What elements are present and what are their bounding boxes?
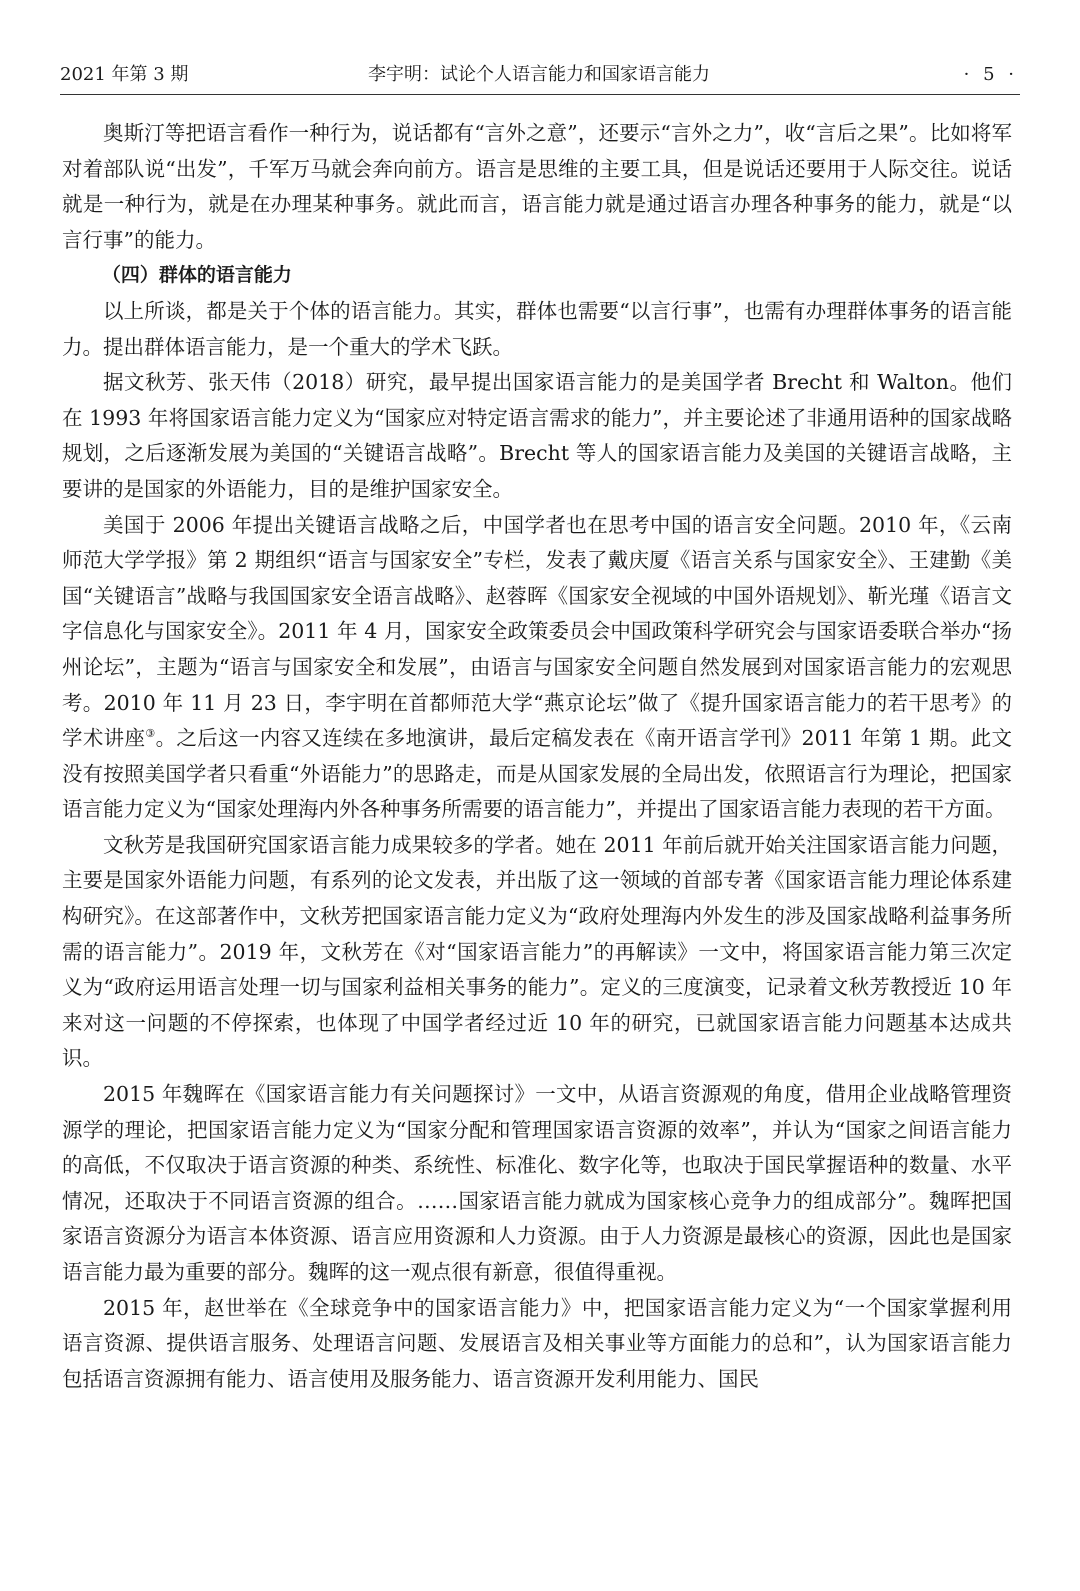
running-title: 李宇明：试论个人语言能力和国家语言能力 bbox=[368, 64, 710, 85]
paragraph-brecht-walton: 据文秋芳、张天伟（2018）研究，最早提出国家语言能力的是美国学者 Brecht 和 Walton。他们在 1993 年将国家语言能力定义为“国家应对特定语言需求的能力”，并主要论述了非通用语种的国家战略规划，之后逐渐发展为美国的“关键语言战略”。Brecht 等人的国家语言能力及美国的关键语言战略，主要讲的是国家的外语能力，目的是维护国家安全。 bbox=[62, 370, 1012, 501]
header-rule bbox=[60, 94, 1020, 95]
page-header bbox=[60, 58, 1018, 92]
paragraph-text: 美国于 2006 年提出关键语言战略之后，中国学者也在思考中国的语言安全问题。2010 年，《云南师范大学学报》第 2 期组织“语言与国家安全”专栏，发表了戴庆厦《语言关系与国家安全》、王建勤《美国“关键语言”战略与我国国家安全语言战略》、赵蓉晖《国家安全视域的中国外语规划》、靳光瑾《语言文字信息化与国家安全》。2011 年 4 月，国家安全政策委员会中国政策科学研究会与国家语委联合举办“扬州论坛”，主题为“语言与国家安全和发展”，由语言与国家安全问题自然发展到对国家语言能力的宏观思考。2010 年 11 月 23 日，李宇明在首都师范大学“燕京论坛”做了《提升国家语言能力的若干思考》的学术讲座 bbox=[62, 512, 1012, 751]
paragraph-wei-hui: 2015 年魏晖在《国家语言能力有关问题探讨》一文中，从语言资源观的角度，借用企业战略管理资源学的理论，把国家语言能力定义为“国家分配和管理国家语言资源的效率”，并认为“国家之间语言能力的高低，不仅取决于语言资源的种类、系统性、标准化、数字化等，也取决于国民掌握语种的数量、水平情况，还取决于不同语言资源的组合。……国家语言能力就成为国家核心竞争力的组成部分”。魏晖把国家语言资源分为语言本体资源、语言应用资源和人力资源。由于人力资源是最核心的资源，因此也是国家语言能力最为重要的部分。魏晖的这一观点很有新意，很值得重视。 bbox=[62, 1082, 1012, 1284]
journal-issue: 2021 年第 3 期 bbox=[60, 64, 189, 85]
footnote-ref[interactable]: ③ bbox=[145, 727, 156, 741]
paragraph-text: 。之后这一内容又连续在多地演讲，最后定稿发表在《南开语言学刊》2011 年第 1 期。此文没有按照美国学者只看重“外语能力”的思路走，而是从国家发展的全局出发，依照语言行为理论，把国家语言能力定义为“国家处理海内外各种事务所需要的语言能力”，并提出了国家语言能力表现的若干方面。 bbox=[62, 726, 1012, 822]
paragraph-language-security bbox=[62, 508, 1012, 828]
paragraph-speech-act: 奥斯汀等把语言看作一种行为，说话都有“言外之意”，还要示“言外之力”，收“言后之果”。比如将军对着部队说“出发”，千军万马就会奔向前方。语言是思维的主要工具，但是说话还要用于人际交往。说话就是一种行为，就是在办理某种事务。就此而言，语言能力就是通过语言办理各种事务的能力，就是“以言行事”的能力。 bbox=[62, 121, 1012, 252]
page-number: · 5 · bbox=[963, 64, 1018, 85]
article-body bbox=[62, 116, 1012, 1397]
section-heading: （四）群体的语言能力 bbox=[101, 264, 292, 287]
paragraph-wen-qiufang: 文秋芳是我国研究国家语言能力成果较多的学者。她在 2011 年前后就开始关注国家语言能力问题，主要是国家外语能力问题，有系列的论文发表，并出版了这一领域的首部专著《国家语言能力理论体系建构研究》。在这部著作中，文秋芳把国家语言能力定义为“政府处理海内外发生的涉及国家战略利益事务所需的语言能力”。2019 年，文秋芳在《对“国家语言能力”的再解读》一文中，将国家语言能力第三次定义为“政府运用语言处理一切与国家利益相关事务的能力”。定义的三度演变，记录着文秋芳教授近 10 年来对这一问题的不停探索，也体现了中国学者经过近 10 年的研究，已就国家语言能力问题基本达成共识。 bbox=[62, 832, 1012, 1071]
paragraph-group-ability: 以上所谈，都是关于个体的语言能力。其实，群体也需要“以言行事”，也需有办理群体事务的语言能力。提出群体语言能力，是一个重大的学术飞跃。 bbox=[62, 298, 1012, 359]
paragraph-zhao-shiju: 2015 年，赵世举在《全球竞争中的国家语言能力》中，把国家语言能力定义为“一个国家掌握利用语言资源、提供语言服务、处理语言问题、发展语言及相关事业等方面能力的总和”，认为国家语言能力包括语言资源拥有能力、语言使用及服务能力、语言资源开发利用能力、国民 bbox=[62, 1295, 1012, 1391]
